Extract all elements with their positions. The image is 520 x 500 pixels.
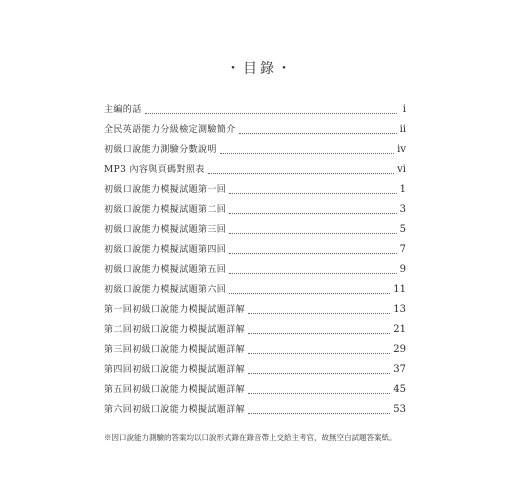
toc-entry[interactable] xyxy=(104,96,406,116)
toc-entry-label: 初級口說能力模擬試題第三回 xyxy=(104,225,227,235)
toc-entry-label: 第四回初級口說能力模擬試題詳解 xyxy=(104,365,246,375)
dot-leader xyxy=(229,192,396,194)
toc-entry-page-number: 3 xyxy=(399,204,406,215)
dot-leader xyxy=(248,412,390,414)
toc-entry[interactable] xyxy=(104,396,406,416)
toc-entry-page-number: 11 xyxy=(393,284,406,295)
dot-leader xyxy=(248,372,390,374)
dot-leader xyxy=(248,352,390,354)
toc-entry-page-number: 1 xyxy=(399,184,406,195)
toc-entry-page-number: ii xyxy=(399,124,406,135)
toc-entry-label: 初級口說能力測驗分數說明 xyxy=(104,145,217,155)
toc-entry[interactable] xyxy=(104,336,406,356)
page-title: ・目錄・ xyxy=(226,61,294,77)
dot-leader xyxy=(239,132,397,134)
dot-leader xyxy=(229,272,396,274)
toc-entry-label: 全民英語能力分級檢定測驗簡介 xyxy=(104,125,236,135)
toc-entry-label: 初級口說能力模擬試題第四回 xyxy=(104,245,227,255)
table-of-contents xyxy=(104,96,406,416)
toc-entry-page-number: i xyxy=(402,104,406,115)
toc-entry-page-number: 29 xyxy=(393,344,406,355)
toc-entry-label: 第二回初級口說能力模擬試題詳解 xyxy=(104,325,246,335)
toc-entry[interactable] xyxy=(104,156,406,176)
dot-leader xyxy=(229,292,390,294)
dot-leader xyxy=(145,112,397,114)
toc-entry[interactable] xyxy=(104,116,406,136)
toc-entry-label: MP3 內容與頁碼對照表 xyxy=(104,165,205,175)
toc-entry[interactable] xyxy=(104,256,406,276)
toc-entry-page-number: 5 xyxy=(399,224,406,235)
toc-entry[interactable] xyxy=(104,296,406,316)
toc-entry-page-number: 9 xyxy=(399,264,406,275)
toc-entry-label: 初級口說能力模擬試題第二回 xyxy=(104,205,227,215)
toc-entry[interactable] xyxy=(104,216,406,236)
toc-entry-page-number: 45 xyxy=(393,384,406,395)
toc-entry-page-number: vi xyxy=(397,164,406,175)
toc-entry[interactable] xyxy=(104,136,406,156)
toc-entry[interactable] xyxy=(104,316,406,336)
toc-entry[interactable] xyxy=(104,196,406,216)
footnote: ※因口說能力測驗的答案均以口說形式錄在錄音帶上交給主考官，故無空白試題答案紙。 xyxy=(104,433,397,442)
toc-entry-label: 第三回初級口說能力模擬試題詳解 xyxy=(104,345,246,355)
dot-leader xyxy=(220,152,394,154)
toc-entry-label: 初級口說能力模擬試題第五回 xyxy=(104,265,227,275)
dot-leader xyxy=(248,332,390,334)
toc-entry-page-number: 53 xyxy=(393,404,406,415)
toc-entry-page-number: iv xyxy=(397,144,406,155)
toc-entry-label: 第六回初級口說能力模擬試題詳解 xyxy=(104,405,246,415)
dot-leader xyxy=(248,312,390,314)
dot-leader xyxy=(208,172,394,174)
dot-leader xyxy=(248,392,390,394)
toc-entry-label: 第一回初級口說能力模擬試題詳解 xyxy=(104,305,246,315)
toc-entry-label: 初級口說能力模擬試題第一回 xyxy=(104,185,227,195)
toc-entry[interactable] xyxy=(104,376,406,396)
dot-leader xyxy=(229,212,396,214)
toc-entry-page-number: 7 xyxy=(399,244,406,255)
toc-entry[interactable] xyxy=(104,276,406,296)
dot-leader xyxy=(229,232,396,234)
toc-entry-label: 主編的話 xyxy=(104,105,142,115)
toc-entry-label: 第五回初級口說能力模擬試題詳解 xyxy=(104,385,246,395)
toc-entry[interactable] xyxy=(104,236,406,256)
toc-entry[interactable] xyxy=(104,176,406,196)
toc-entry[interactable] xyxy=(104,356,406,376)
toc-entry-page-number: 21 xyxy=(393,324,406,335)
toc-entry-page-number: 37 xyxy=(393,364,406,375)
toc-entry-label: 初級口說能力模擬試題第六回 xyxy=(104,285,227,295)
dot-leader xyxy=(229,252,396,254)
toc-entry-page-number: 13 xyxy=(393,304,406,315)
